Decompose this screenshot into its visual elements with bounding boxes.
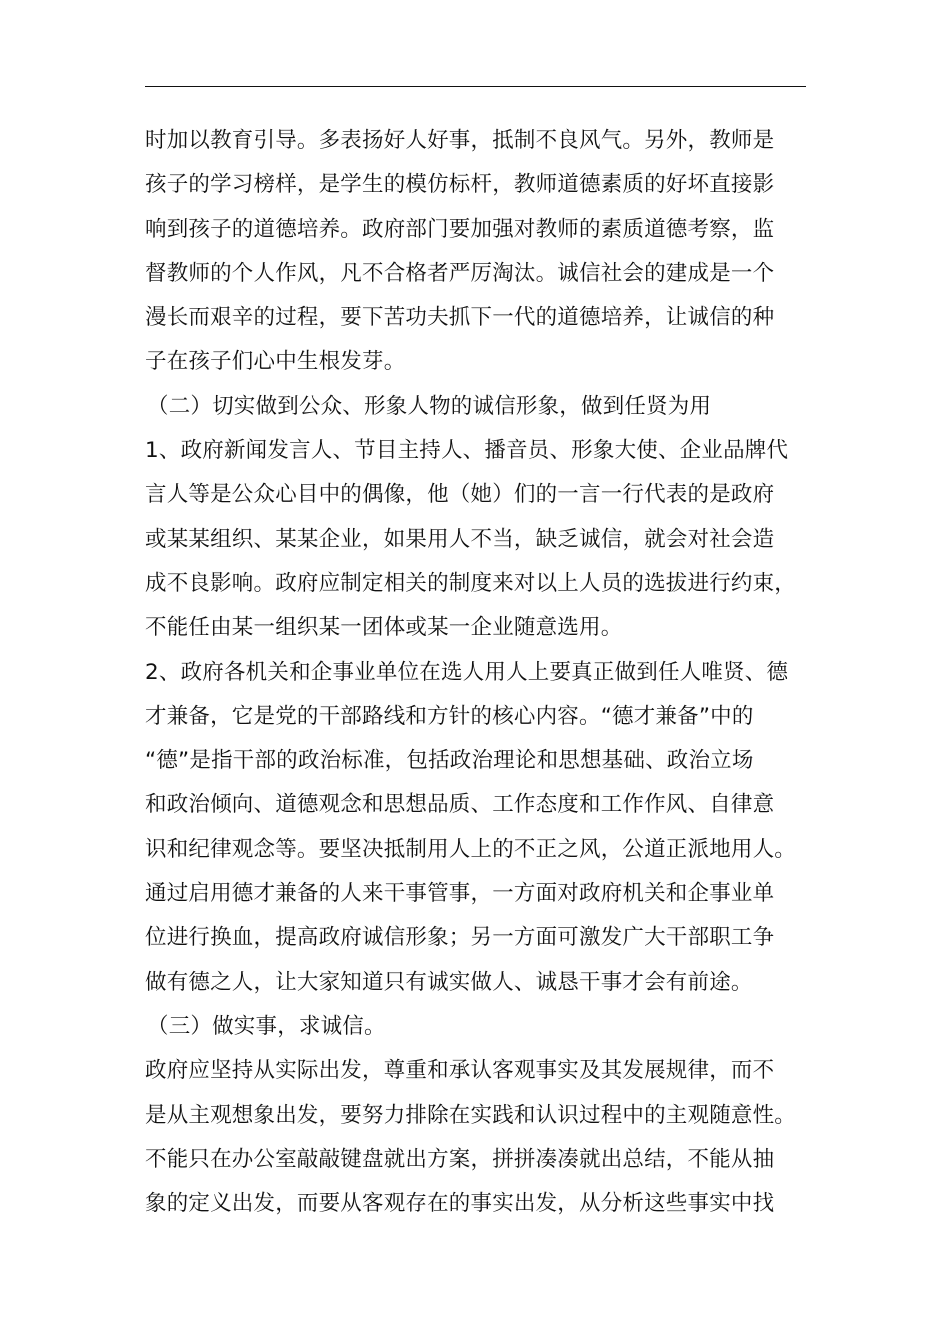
- section-heading: （二）切实做到公众、形象人物的诚信形象，做到任贤为用: [147, 393, 712, 419]
- header-rule: [145, 86, 806, 87]
- section-heading: （三）做实事，求诚信。: [147, 1013, 386, 1039]
- text-line: 成不良影响。政府应制定相关的制度来对以上人员的选拔进行约束，: [145, 570, 797, 596]
- text-line: 象的定义出发，而要从客观存在的事实出发，从分析这些事实中找: [145, 1191, 775, 1217]
- text-line: 2、政府各机关和企事业单位在选人用人上要真正做到任人唯贤、德: [145, 659, 789, 685]
- text-line: 位进行换血，提高政府诚信形象；另一方面可激发广大干部职工争: [145, 925, 775, 951]
- text-line: 不能只在办公室敲敲键盘就出方案，拼拼凑凑就出总结，不能从抽: [145, 1146, 775, 1172]
- text-line: 督教师的个人作风，凡不合格者严厉淘汰。诚信社会的建成是一个: [145, 260, 775, 286]
- text-line: 或某某组织、某某企业，如果用人不当，缺乏诚信，就会对社会造: [145, 526, 775, 552]
- text-line: 政府应坚持从实际出发，尊重和承认客观事实及其发展规律，而不: [145, 1058, 775, 1084]
- text-line: 做有德之人，让大家知道只有诚实做人、诚恳干事才会有前途。: [145, 969, 753, 995]
- text-line: 是从主观想象出发，要努力排除在实践和认识过程中的主观随意性。: [145, 1102, 797, 1128]
- text-line: 不能任由某一组织某一团体或某一企业随意选用。: [145, 615, 623, 641]
- text-line: 时加以教育引导。多表扬好人好事，抵制不良风气。另外，教师是: [145, 128, 775, 153]
- text-line: 漫长而艰辛的过程，要下苦功夫抓下一代的道德培养，让诚信的种: [145, 305, 775, 331]
- text-line: “德”是指干部的政治标准，包括政治理论和思想基础、政治立场: [145, 748, 754, 774]
- text-line: 1、政府新闻发言人、节目主持人、播音员、形象大使、企业品牌代: [145, 438, 789, 464]
- text-line: 孩子的学习榜样，是学生的模仿标杆，教师道德素质的好坏直接影: [145, 172, 775, 198]
- text-line: 言人等是公众心目中的偶像，他（她）们的一言一行代表的是政府: [145, 482, 775, 508]
- text-line: 响到孩子的道德培养。政府部门要加强对教师的素质道德考察，监: [145, 216, 775, 242]
- text-line: 识和纪律观念等。要坚决抵制用人上的不正之风，公道正派地用人。: [145, 836, 797, 862]
- text-line: 和政治倾向、道德观念和思想品质、工作态度和工作作风、自律意: [145, 792, 775, 818]
- text-line: 子在孩子们心中生根发芽。: [145, 349, 406, 375]
- document-body: [145, 119, 825, 1226]
- text-line: 才兼备，它是党的干部路线和方针的核心内容。“德才兼备”中的: [145, 703, 754, 729]
- text-line: 通过启用德才兼备的人来干事管事，一方面对政府机关和企事业单: [145, 881, 775, 907]
